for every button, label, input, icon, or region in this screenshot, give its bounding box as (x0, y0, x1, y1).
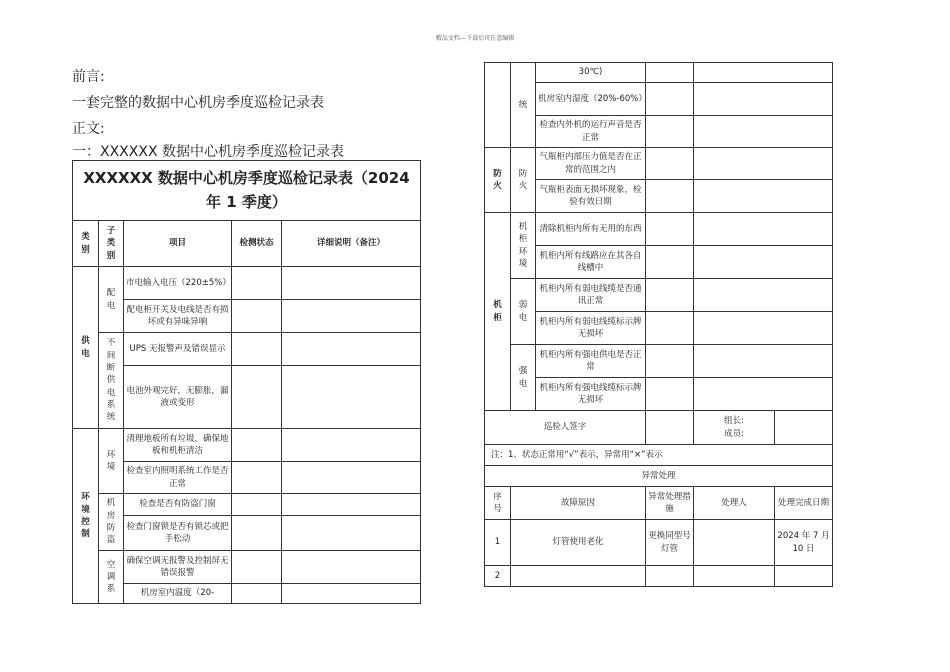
status-cell[interactable] (232, 300, 282, 333)
status-cell[interactable] (232, 584, 282, 604)
detail-cell[interactable] (694, 345, 833, 378)
detail-cell[interactable] (694, 246, 833, 279)
status-cell[interactable] (646, 180, 694, 213)
status-cell[interactable] (646, 213, 694, 246)
category-cabinet: 机柜 (485, 213, 511, 411)
status-cell[interactable] (232, 429, 282, 462)
item-strong-labels: 机柜内所有强电线缆标示牌无损坏 (536, 378, 646, 411)
exc-row-handler[interactable] (694, 520, 775, 566)
exc-row-no: 2 (485, 566, 511, 587)
leader-label: 组长: (724, 416, 744, 427)
status-cell[interactable] (232, 516, 282, 551)
status-cell[interactable] (232, 267, 282, 300)
item-ac-alarm: 确保空调无报警及控制屏无错误报警 (124, 551, 232, 584)
members-label: 成员: (724, 428, 744, 439)
exc-header-cause: 故障原因 (511, 487, 646, 520)
detail-cell[interactable] (694, 312, 833, 345)
exc-row-measure[interactable]: 更换同型号灯管 (646, 520, 694, 566)
page-header: 精品文档---下载后可任意编辑 (435, 35, 515, 42)
detail-cell[interactable] (282, 300, 421, 333)
status-cell[interactable] (232, 551, 282, 584)
subcategory-environment: 环境 (99, 429, 124, 494)
subcategory-antitheft: 机房防盗 (99, 494, 124, 551)
item-cabinet-switch: 配电柜开关及电线是否有损坏或有异味异响 (124, 300, 232, 333)
category-environment: 环境控制 (73, 429, 99, 604)
item-strong-power: 机柜内所有强电供电是否正常 (536, 345, 646, 378)
item-outdoor-unit: 检查内外机的运行声音是否正常 (536, 116, 646, 148)
category-cell (485, 63, 511, 148)
item-battery: 电池外观完好，无膨胀，漏液或变形 (124, 366, 232, 429)
inspection-table-left (72, 160, 421, 604)
exc-row-handler[interactable] (694, 566, 775, 587)
item-locks: 检查门窗锁是否有锁芯或把手松动 (124, 516, 232, 551)
category-power: 供电 (73, 267, 99, 429)
intro-body-label: 正文: (72, 121, 105, 137)
intro-doc-description: 一套完整的数据中心机房季度巡检记录表 (72, 95, 324, 111)
item-cabinet-wiring: 机柜内所有线路应在其各自线槽中 (536, 246, 646, 279)
detail-cell[interactable] (694, 180, 833, 213)
detail-cell[interactable] (282, 366, 421, 429)
exc-header-handler: 处理人 (694, 487, 775, 520)
detail-cell[interactable] (694, 279, 833, 312)
item-clean-floor: 清理地板所有垃圾，确保地板和机柜清洁 (124, 429, 232, 462)
header-category: 类别 (73, 221, 99, 267)
signature-roles[interactable] (694, 411, 775, 445)
signature-cell[interactable] (646, 411, 694, 445)
header-subcategory: 子类别 (99, 221, 124, 267)
exc-row-date[interactable] (775, 566, 833, 587)
status-cell[interactable] (232, 366, 282, 429)
detail-cell[interactable] (282, 516, 421, 551)
item-voltage: 市电输入电压（220±5%） (124, 267, 232, 300)
subcategory-distribution: 配电 (99, 267, 124, 333)
item-gas-pressure: 气瓶柜内部压力值是否在正常的范围之内 (536, 148, 646, 180)
exc-header-no: 序号 (485, 487, 511, 520)
detail-cell[interactable] (282, 584, 421, 604)
status-cell[interactable] (232, 462, 282, 494)
status-cell[interactable] (646, 279, 694, 312)
status-cell[interactable] (646, 148, 694, 180)
item-humidity: 机房室内湿度（20%-60%） (536, 83, 646, 116)
header-item: 项目 (124, 221, 232, 267)
subcategory-weak: 弱电 (511, 279, 536, 345)
item-windows: 检查是否有防盗门窗 (124, 494, 232, 516)
intro-preface-label: 前言: (72, 69, 105, 85)
signature-extra-cell[interactable] (775, 411, 833, 445)
status-cell[interactable] (232, 333, 282, 366)
subcategory-fire: 防火 (511, 148, 536, 213)
status-cell[interactable] (646, 378, 694, 411)
exception-section-title: 异常处理 (485, 466, 833, 487)
exc-row-measure[interactable] (646, 566, 694, 587)
subcategory-ac: 空调系 (99, 551, 124, 604)
detail-cell[interactable] (694, 83, 833, 116)
detail-cell[interactable] (282, 267, 421, 300)
item-ups-alarm: UPS 无报警声及错误显示 (124, 333, 232, 366)
item-weak-cables: 机柜内所有弱电线缆是否通讯正常 (536, 279, 646, 312)
exc-header-measure: 异常处理措施 (646, 487, 694, 520)
exc-row-no: 1 (485, 520, 511, 566)
table-title: XXXXXX 数据中心机房季度巡检记录表（2024 年 1 季度） (73, 161, 421, 221)
status-note: 注：1、状态正常用“√”表示，异常用“×”表示 (485, 445, 833, 466)
exc-row-date[interactable]: 2024 年 7 月 10 日 (775, 520, 833, 566)
status-cell[interactable] (232, 494, 282, 516)
subcategory-strong: 强电 (511, 345, 536, 411)
detail-cell[interactable] (282, 551, 421, 584)
status-cell[interactable] (646, 345, 694, 378)
status-cell[interactable] (646, 246, 694, 279)
item-temperature: 机房室内温度（20- (124, 584, 232, 604)
exc-header-date: 处理完成日期 (775, 487, 833, 520)
detail-cell[interactable] (282, 494, 421, 516)
detail-cell[interactable] (694, 116, 833, 148)
intro-section-heading: 一：XXXXXX 数据中心机房季度巡检记录表 (72, 144, 344, 160)
item-gas-surface: 气瓶柜表面无损坏现象，检验有效日期 (536, 180, 646, 213)
subcategory-cabinet-env: 机柜环境 (511, 213, 536, 279)
item-lighting: 检查室内照明系统工作是否正常 (124, 462, 232, 494)
status-cell[interactable] (646, 116, 694, 148)
inspection-table-right (484, 62, 833, 587)
detail-cell[interactable] (282, 429, 421, 462)
detail-cell[interactable] (694, 378, 833, 411)
header-detail: 详细说明（备注） (282, 221, 421, 267)
inspector-signature-label: 巡检人签字 (485, 411, 646, 445)
subcategory-ups: 不间断供电系统 (99, 333, 124, 429)
subcategory-ac-cont: 统 (511, 63, 536, 148)
category-fire: 防火 (485, 148, 511, 213)
status-cell[interactable] (646, 312, 694, 345)
header-status: 检测状态 (232, 221, 282, 267)
detail-cell[interactable] (694, 213, 833, 246)
status-cell[interactable] (646, 63, 694, 83)
exc-row-cause[interactable] (511, 566, 646, 587)
item-temperature-cont: 30℃) (536, 63, 646, 83)
item-cabinet-clean: 清除机柜内所有无用的东西 (536, 213, 646, 246)
detail-cell[interactable] (282, 333, 421, 366)
item-weak-labels: 机柜内所有弱电线缆标示牌无损坏 (536, 312, 646, 345)
exc-row-cause[interactable]: 灯管使用老化 (511, 520, 646, 566)
detail-cell[interactable] (694, 63, 833, 83)
status-cell[interactable] (646, 83, 694, 116)
detail-cell[interactable] (282, 462, 421, 494)
detail-cell[interactable] (694, 148, 833, 180)
